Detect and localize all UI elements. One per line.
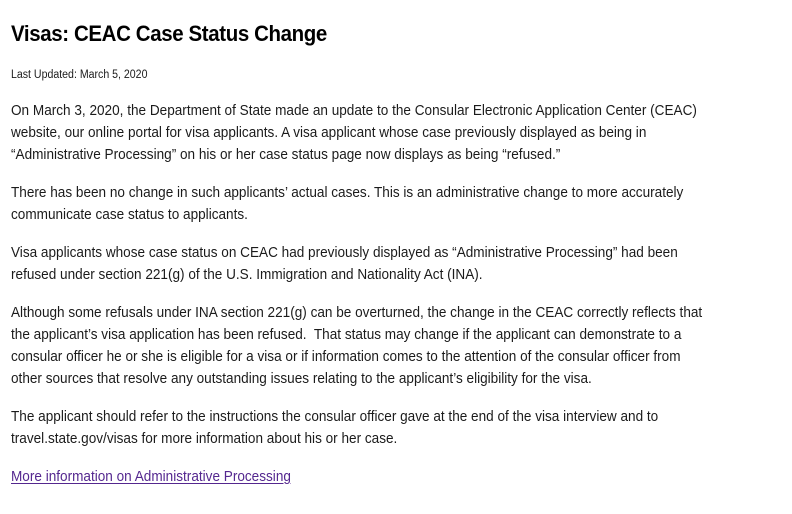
paragraph-line: website, our online portal for visa applicants. A visa applicant whose case previously displayed as being in [11, 124, 647, 141]
paragraph-no-change [11, 182, 735, 226]
paragraph-line: consular officer he or she is eligible for a visa or if information comes to the attention of the consular officer from [11, 348, 681, 365]
page-title: Visas: CEAC Case Status Change [11, 21, 327, 46]
paragraph-line: the applicant’s visa application has been refused. That status may change if the applicant can demonstrate to a [11, 326, 682, 343]
more-info-admin-processing-link[interactable]: More information on Administrative Processing [11, 468, 291, 485]
paragraph-overturned [11, 302, 735, 390]
paragraph-line: communicate case status to applicants. [11, 206, 248, 223]
paragraph-line: Visa applicants whose case status on CEAC had previously displayed as “Administrative Processing” had been [11, 244, 678, 261]
paragraph-line: other sources that resolve any outstanding issues relating to the applicant’s eligibility for the visa. [11, 370, 592, 387]
paragraph-line: On March 3, 2020, the Department of State made an update to the Consular Electronic Application Center (CEAC) [11, 102, 697, 119]
paragraph-line: “Administrative Processing” on his or her case status page now displays as being “refused.” [11, 146, 561, 163]
last-updated-date: Last Updated: March 5, 2020 [11, 69, 148, 81]
paragraph-line: Although some refusals under INA section 221(g) can be overturned, the change in the CEAC correctly reflects that [11, 304, 703, 321]
paragraph-instructions [11, 406, 735, 450]
paragraph-line: The applicant should refer to the instructions the consular officer gave at the end of the visa interview and to [11, 408, 659, 425]
paragraph-line: travel.state.gov/visas for more information about his or her case. [11, 430, 398, 447]
paragraph-line: There has been no change in such applicants’ actual cases. This is an administrative change to more accurately [11, 184, 684, 201]
paragraph-line: refused under section 221(g) of the U.S. Immigration and Nationality Act (INA). [11, 266, 483, 283]
paragraph-ceac-update [11, 100, 735, 166]
article-body [11, 100, 735, 488]
paragraph-refused-221g [11, 242, 735, 286]
